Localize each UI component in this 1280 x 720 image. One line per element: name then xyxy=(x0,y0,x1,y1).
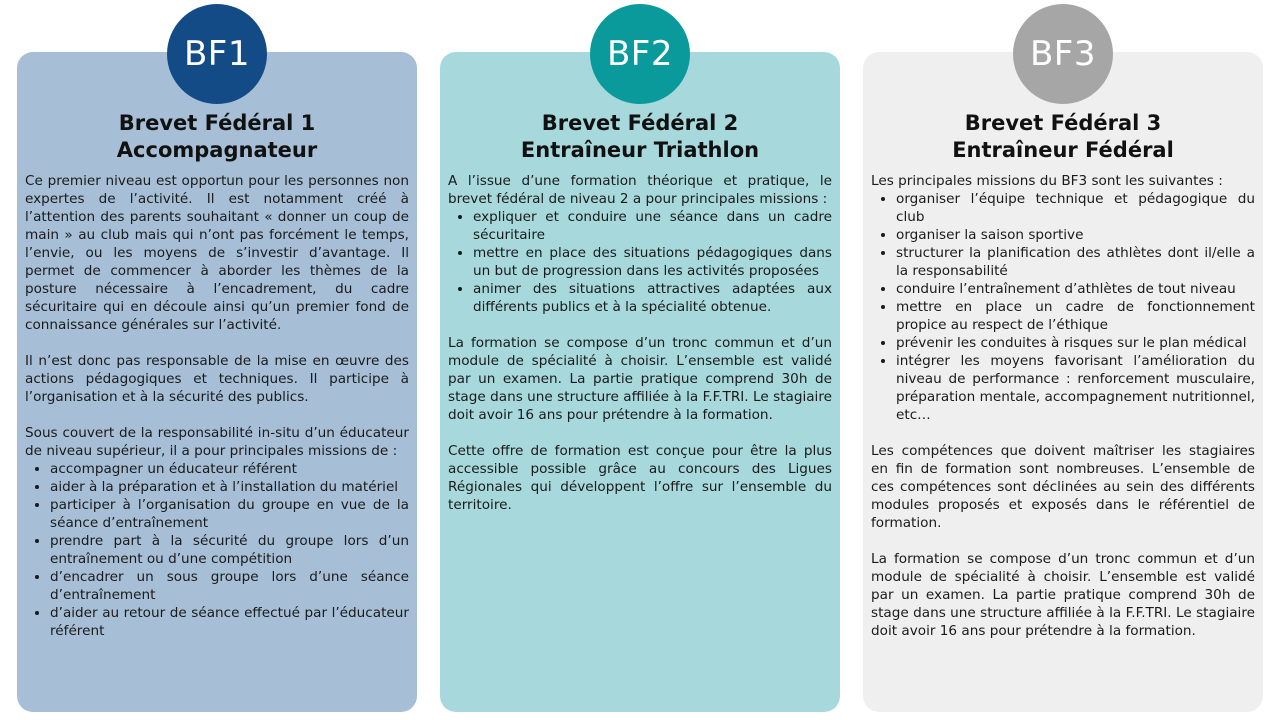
paragraph: Sous couvert de la responsabilité in-situ d’un éducateur de niveau supérieur, il a pour principales missions de : xyxy=(25,425,409,459)
missions-list xyxy=(448,208,832,316)
card-body xyxy=(448,172,832,514)
badge-bf1: BF1 xyxy=(167,4,267,104)
title-line2: Accompagnateur xyxy=(116,138,318,162)
card-bf1 xyxy=(17,52,417,712)
paragraph: Ce premier niveau est opportun pour les personnes non expertes de l’activité. Il est notamment créé à l’attention des parents souhaitant « donner un coup de main » au club mais qui n’ont pas forcément le temps, l’envie, ou les moyens de s’investir d’avantage. Il permet de commencer à aborder les thèmes de la posture nécessaire à l’encadrement, du cadre sécuritaire qui en découle ainsi qu’un premier fond de connaissance générales sur l’activité. xyxy=(25,173,409,333)
paragraph: Les principales missions du BF3 sont les suivantes : xyxy=(871,173,1223,189)
list-item: • organiser l’équipe technique et pédagogique du club xyxy=(896,190,1255,226)
list-item: • d’aider au retour de séance effectué par l’éducateur référent xyxy=(50,604,409,640)
card-title xyxy=(448,110,832,164)
paragraph: La formation se compose d’un tronc commun et d’un module de spécialité à choisir. L’ensemble est validé par un examen. La partie pratique comprend 30h de stage dans une structure affiliée à la F.F.TRI. Le stagiaire doit avoir 16 ans pour prétendre à la formation. xyxy=(871,551,1255,639)
card-bf2 xyxy=(440,52,840,712)
list-item: • mettre en place des situations pédagogiques dans un but de progression dans les activités proposées xyxy=(473,244,832,280)
list-item: • organiser la saison sportive xyxy=(896,226,1255,244)
list-item: • conduire l’entraînement d’athlètes de tout niveau xyxy=(896,280,1255,298)
card-title xyxy=(25,110,409,164)
title-line1: Brevet Fédéral 1 xyxy=(118,111,316,135)
list-item: • animer des situations attractives adaptées aux différents publics et à la spécialité obtenue. xyxy=(473,280,832,316)
missions-list xyxy=(871,190,1255,424)
badge-bf3: BF3 xyxy=(1013,4,1113,104)
card-title xyxy=(871,110,1255,164)
title-line2: Entraîneur Fédéral xyxy=(952,138,1174,162)
paragraph: Cette offre de formation est conçue pour être la plus accessible possible grâce au concours des Ligues Régionales qui développent l’offre sur l’ensemble du territoire. xyxy=(448,443,832,513)
paragraph: A l’issue d’une formation théorique et pratique, le brevet fédéral de niveau 2 a pour principales missions : xyxy=(448,173,832,207)
list-item: • accompagner un éducateur référent xyxy=(50,460,409,478)
list-item: • d’encadrer un sous groupe lors d’une séance d’entraînement xyxy=(50,568,409,604)
badge-bf2: BF2 xyxy=(590,4,690,104)
title-line1: Brevet Fédéral 2 xyxy=(541,111,739,135)
list-item: • mettre en place un cadre de fonctionnement propice au respect de l’éthique xyxy=(896,298,1255,334)
paragraph: Il n’est donc pas responsable de la mise en œuvre des actions pédagogiques et techniques. Il participe à l’organisation et à la sécurité des publics. xyxy=(25,353,409,405)
title-line1: Brevet Fédéral 3 xyxy=(964,111,1162,135)
list-item: • structurer la planification des athlètes dont il/elle a la responsabilité xyxy=(896,244,1255,280)
card-bf3 xyxy=(863,52,1263,712)
title-line2: Entraîneur Triathlon xyxy=(520,138,760,162)
list-item: • prendre part à la sécurité du groupe lors d’un entraînement ou d’une compétition xyxy=(50,532,409,568)
paragraph: Les compétences que doivent maîtriser les stagiaires en fin de formation sont nombreuses. L’ensemble de ces compétences sont déclinées au sein des différents modules proposés et exposés dans le référentiel de formation. xyxy=(871,443,1255,531)
missions-list xyxy=(25,460,409,640)
list-item: • intégrer les moyens favorisant l’amélioration du niveau de performance : renforcement musculaire, préparation mentale, accompagnement nutritionnel, etc… xyxy=(896,352,1255,424)
card-body xyxy=(871,172,1255,640)
list-item: • participer à l’organisation du groupe en vue de la séance d’entraînement xyxy=(50,496,409,532)
list-item: • aider à la préparation et à l’installation du matériel xyxy=(50,478,409,496)
list-item: • expliquer et conduire une séance dans un cadre sécuritaire xyxy=(473,208,832,244)
list-item: • prévenir les conduites à risques sur le plan médical xyxy=(896,334,1255,352)
paragraph: La formation se compose d’un tronc commun et d’un module de spécialité à choisir. L’ensemble est validé par un examen. La partie pratique comprend 30h de stage dans une structure affiliée à la F.F.TRI. Le stagiaire doit avoir 16 ans pour prétendre à la formation. xyxy=(448,335,832,423)
card-body xyxy=(25,172,409,640)
